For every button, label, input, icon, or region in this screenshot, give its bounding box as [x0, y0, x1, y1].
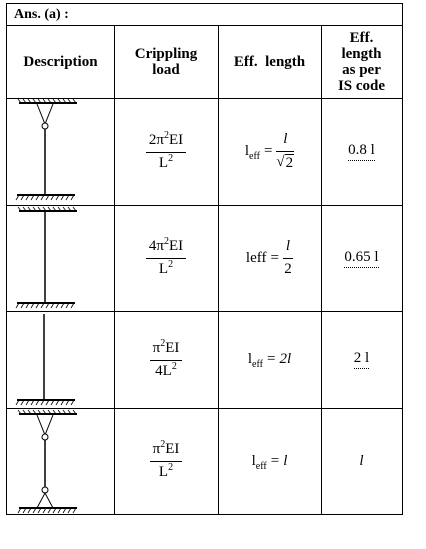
load-numerator-exponent: 2 [163, 236, 169, 247]
eff-length-value: 2l [279, 351, 292, 367]
column-free-fixed-figure [7, 311, 114, 408]
eff-length-cell [218, 311, 321, 408]
header-crippling-load [114, 26, 218, 98]
load-denominator: 4L [155, 362, 172, 379]
eff-length-cell [218, 205, 321, 311]
header-crippling-text: Crippling [134, 46, 198, 62]
is-code-value: 0.8 l [348, 142, 375, 161]
load-numerator-exponent: 2 [163, 129, 169, 141]
eff-length-subscript: eff [249, 151, 260, 162]
eff-length-cell [218, 408, 321, 514]
header-is-line: Eff. [349, 30, 374, 46]
is-code-cell [321, 205, 402, 311]
eff-length-subscript: eff [252, 359, 263, 370]
crippling-load-fraction [146, 238, 186, 278]
eff-length-cell: $l_{eff}$ = l √ 2 [244, 131, 294, 171]
crippling-load-cell [114, 311, 218, 408]
eff-length-subscript: eff [255, 460, 267, 472]
crippling-load-cell [114, 98, 218, 205]
load-numerator-tail: EI [168, 131, 184, 148]
header-description-text: Description [23, 54, 98, 70]
crippling-load-fraction [150, 337, 183, 380]
header-is-line: as per [342, 62, 381, 78]
load-numerator-tail: EI [165, 441, 180, 457]
answer-table [6, 3, 403, 515]
equals-sign: = [266, 351, 276, 367]
eff-length-symbol: leff [245, 249, 267, 266]
is-code-value: 2 l [354, 350, 369, 369]
equals-sign: = [263, 143, 273, 159]
load-numerator: 2π [148, 131, 164, 148]
is-code-cell [321, 408, 402, 514]
load-numerator: π [152, 339, 161, 356]
crippling-load-fraction [146, 129, 186, 172]
header-is-line: length [341, 46, 382, 62]
crippling-load-fraction [150, 441, 183, 481]
header-eff-length-text: Eff. length [233, 54, 306, 70]
load-numerator-tail: EI [165, 339, 180, 356]
header-description [7, 26, 114, 98]
eff-length-symbol: l [251, 452, 256, 469]
answer-label: Ans. (a) : [7, 4, 402, 26]
eff-length-numerator: l [283, 131, 288, 147]
is-code-cell [321, 98, 402, 205]
load-denominator-exponent: 2 [171, 360, 177, 372]
header-eff-length [218, 26, 321, 98]
load-numerator: 4π [148, 238, 164, 254]
header-load-text: load [152, 62, 180, 78]
load-numerator-exponent: 2 [160, 337, 166, 349]
header-is-code [321, 26, 402, 98]
load-numerator: π [152, 441, 161, 457]
eff-length-numerator: l [285, 238, 291, 254]
column-fixed-fixed-figure [7, 205, 114, 311]
eff-length-symbol: l [244, 143, 250, 159]
header-is-line: IS code [337, 78, 386, 94]
load-denominator: L [158, 464, 169, 480]
equals-sign: = [270, 452, 280, 469]
load-denominator-exponent: 2 [168, 152, 174, 164]
eff-length-symbol: l [247, 351, 253, 367]
is-code-cell [321, 311, 402, 408]
load-denominator-exponent: 2 [168, 462, 174, 473]
column-hinged-fixed-figure [7, 98, 114, 205]
load-denominator-exponent: 2 [168, 259, 174, 270]
eff-length-radicand: 2 [285, 155, 294, 171]
is-code-value: l [359, 452, 364, 469]
load-numerator-exponent: 2 [160, 439, 166, 450]
load-denominator: L [158, 154, 169, 171]
load-numerator-tail: EI [168, 238, 184, 254]
is-code-value: 0.65 l [344, 249, 378, 268]
eff-length-value: l [283, 452, 288, 469]
load-denominator: L [158, 261, 169, 277]
equals-sign: = [270, 249, 279, 266]
crippling-load-cell [114, 408, 218, 514]
crippling-load-cell [114, 205, 218, 311]
eff-length-denominator: 2 [284, 261, 292, 277]
column-hinged-hinged-figure [7, 408, 114, 514]
